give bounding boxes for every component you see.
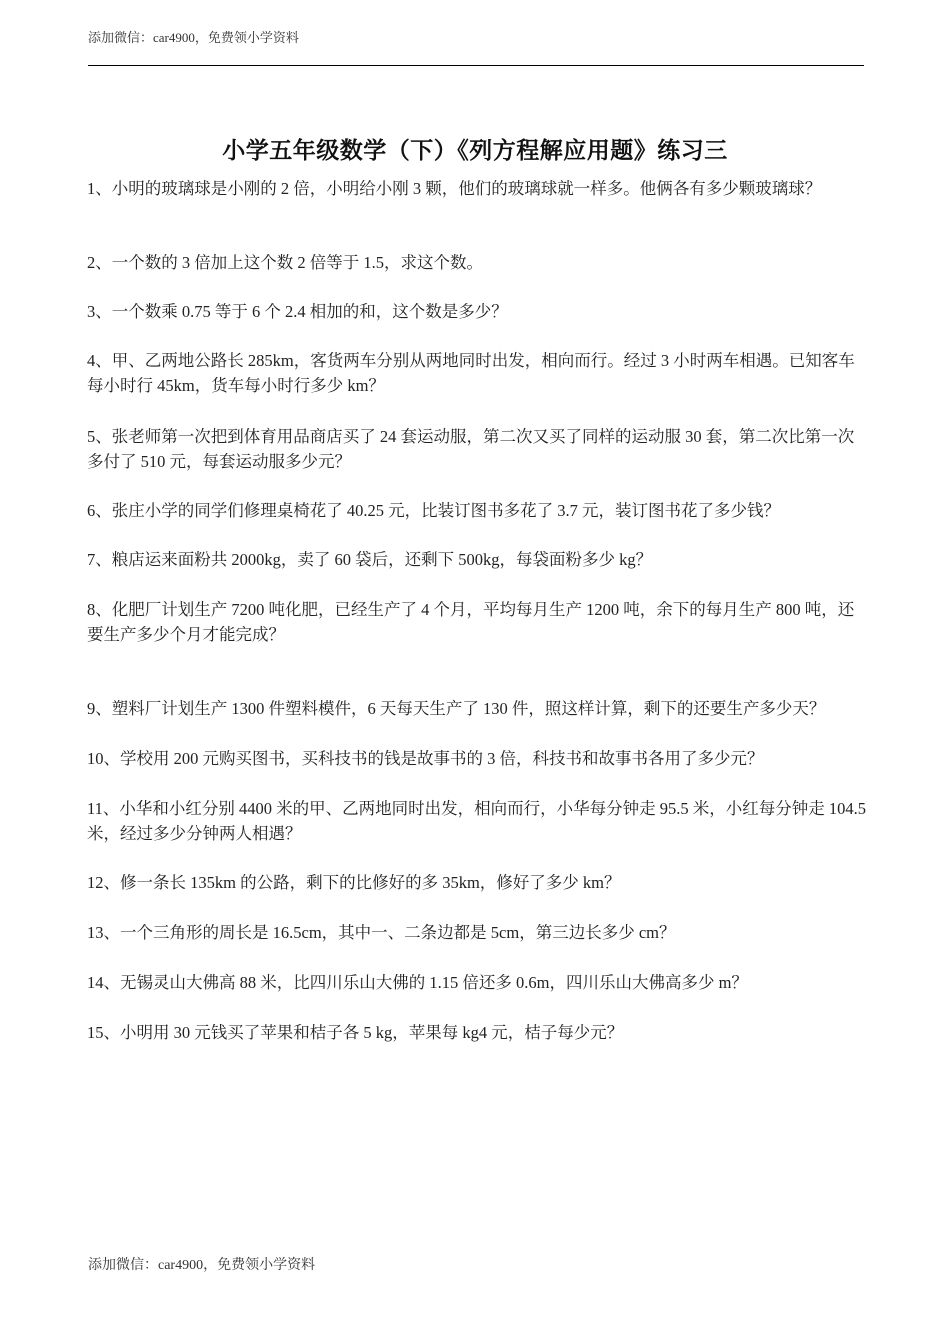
question-10: 10、学校用 200 元购买图书，买科技书的钱是故事书的 3 倍，科技书和故事书各用了多少元？ [87, 749, 764, 768]
question-6: 6、张庄小学的同学们修理桌椅花了 40.25 元，比装订图书多花了 3.7 元，装订图书花了多少钱？ [87, 501, 780, 520]
question-8: 8、化肥厂计划生产 7200 吨化肥，已经生产了 4 个月，平均每月生产 1200 吨，余下的每月生产 800 吨，还要生产多少个月才能完成？ [87, 600, 855, 644]
header-text: 添加微信：car4900，免费领小学资料 [88, 30, 299, 45]
page-title: 小学五年级数学（下）《列方程解应用题》练习三 [222, 138, 728, 163]
page-footer: 添加微信：car4900，免费领小学资料 [88, 1258, 316, 1273]
question-13: 13、一个三角形的周长是 16.5cm，其中一、二条边都是 5cm，第三边长多少 cm？ [87, 923, 676, 942]
question-15: 15、小明用 30 元钱买了苹果和桔子各 5 kg，苹果每 kg4 元，桔子每少元？ [87, 1023, 624, 1042]
question-4: 4、甲、乙两地公路长 285km，客货两车分别从两地同时出发，相向而行。经过 3 小时两车相遇。已知客车每小时行 45km，货车每小时行多少 km？ [87, 351, 855, 395]
question-5: 5、张老师第一次把到体育用品商店买了 24 套运动服，第二次又买了同样的运动服 30 套，第二次比第一次多付了 510 元，每套运动服多少元？ [87, 427, 855, 471]
question-9: 9、塑料厂计划生产 1300 件塑料模件，6 天每天生产了 130 件，照这样计算，剩下的还要生产多少天？ [87, 699, 826, 718]
question-3: 3、一个数乘 0.75 等于 6 个 2.4 相加的和，这个数是多少？ [87, 302, 508, 321]
question-1: 1、小明的玻璃球是小刚的 2 倍，小明给小刚 3 颗，他们的玻璃球就一样多。他俩各有多少颗玻璃球？ [87, 179, 822, 198]
question-11: 11、小华和小红分别 4400 米的甲、乙两地同时出发，相向而行，小华每分钟走 95.5 米，小红每分钟走 104.5 米，经过多少分钟两人相遇？ [87, 799, 867, 843]
question-2: 2、一个数的 3 倍加上这个数 2 倍等于 1.5，求这个数。 [87, 253, 483, 272]
page-header [88, 22, 864, 66]
question-14: 14、无锡灵山大佛高 88 米，比四川乐山大佛的 1.15 倍还多 0.6m，四川乐山大佛高多少 m？ [87, 973, 748, 992]
question-12: 12、修一条长 135km 的公路，剩下的比修好的多 35km，修好了多少 km？ [87, 873, 621, 892]
question-7: 7、粮店运来面粉共 2000kg，卖了 60 袋后，还剩下 500kg，每袋面粉多少 kg？ [87, 550, 653, 569]
